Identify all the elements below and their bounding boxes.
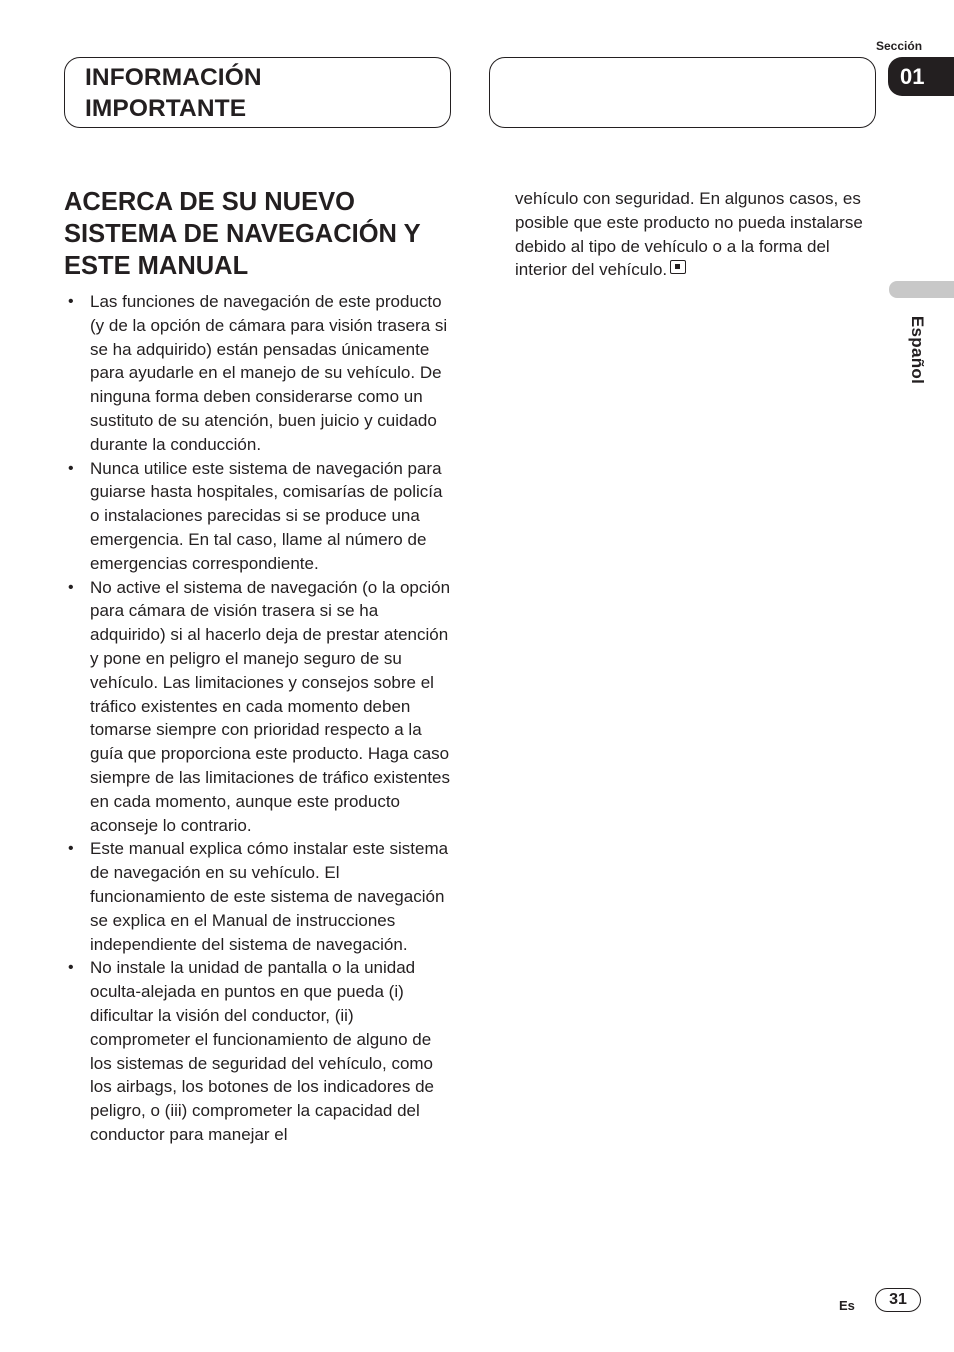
bullet-icon: •: [68, 459, 74, 477]
bullet-icon: •: [68, 840, 74, 858]
bullet-icon: •: [68, 578, 74, 596]
section-title: [85, 62, 262, 124]
list-item-text: Las funciones de navegación de este producto (y de la opción de cámara para visión trasera si se ha adquirido) están pensadas únicamente para ayudarle en el manejo de su vehículo. De ninguna forma deben considerarse como un sustituto de su atención, buen juicio y cuidado durante la conducción.: [90, 292, 448, 454]
continuation-paragraph: [515, 187, 877, 282]
list-item-text: Este manual explica cómo instalar este sistema de navegación en su vehículo. El funcionamiento de este sistema de navegación se explica en el Manual de instrucciones independiente del sistema de navegación.: [90, 839, 449, 954]
bullet-icon: •: [68, 959, 74, 977]
list-item-text: No active el sistema de navegación (o la opción para cámara de visión trasera si se ha adquirido) si al hacerlo deja de prestar atención y pone en peligro el manejo seguro de su vehículo. Las limitaciones y consejos sobre el tráfico existentes en cada momento deben tomarse siempre con prioridad respecto a la guía que proporciona este producto. Haga caso siempre de las limitaciones de tráfico existentes en cada momento, aunque este producto aconseje lo contrario.: [90, 577, 451, 835]
list-item-text: No instale la unidad de pantalla o la unidad oculta-alejada en puntos en que pueda (i) dificultar la visión del conductor, (ii) comprometer el funcionamiento de alguno de los sistemas de seguridad del vehículo, como los airbags, los botones de los indicadores de peligro, o (iii) comprometer la capacidad del conductor para manejar el: [90, 958, 434, 1144]
heading-line-2: SISTEMA DE NAVEGACIÓN Y: [64, 220, 421, 248]
section-number-tab: 01: [888, 57, 954, 96]
section-title-line-1: INFORMACIÓN: [85, 64, 262, 91]
list-item: [64, 290, 456, 457]
list-item: [64, 576, 456, 838]
page-number: 31: [875, 1288, 921, 1312]
list-item: [64, 837, 456, 956]
list-item: [64, 956, 456, 1146]
language-label: Español: [908, 315, 927, 385]
end-of-section-icon: [670, 260, 686, 274]
language-code: Es: [839, 1298, 855, 1313]
article-heading: [64, 186, 464, 282]
heading-line-3: ESTE MANUAL: [64, 252, 249, 280]
section-header-box: [64, 57, 451, 128]
header-empty-box: [489, 57, 876, 128]
bullet-list: [64, 290, 456, 1147]
list-item: [64, 457, 456, 576]
continuation-text: vehículo con seguridad. En algunos casos, es posible que este producto no pueda instalarse debido al tipo de vehículo o a la forma del interior del vehículo.: [515, 189, 863, 280]
language-tab-marker: [889, 281, 954, 298]
section-title-line-2: IMPORTANTE: [85, 95, 247, 122]
list-item-text: Nunca utilice este sistema de navegación para guiarse hasta hospitales, comisarías de policía o instalaciones parecidas si se produce una emergencia. En tal caso, llame al número de emergencias correspondiente.: [90, 458, 443, 573]
section-label: Sección: [876, 39, 923, 53]
heading-line-1: ACERCA DE SU NUEVO: [64, 188, 355, 216]
bullet-icon: •: [68, 293, 74, 310]
